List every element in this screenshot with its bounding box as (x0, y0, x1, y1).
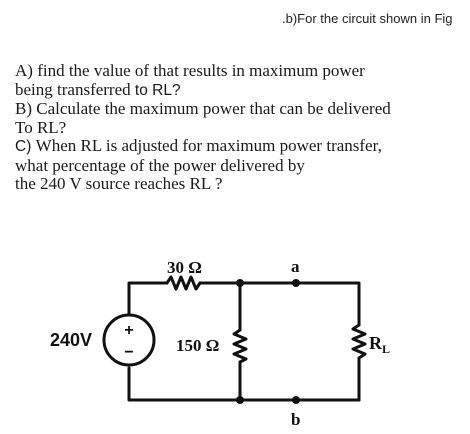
question-c-line2: what percentage of the power delivered by (15, 155, 305, 175)
node-a-label: a (291, 257, 300, 276)
resistor-30-label: 30 Ω (167, 258, 202, 277)
resistor-rl-label-main: R (369, 333, 382, 353)
source-voltage-label: 240V (50, 330, 93, 350)
wire-left-top (129, 283, 167, 313)
source-minus-sign: − (124, 344, 134, 361)
question-b-line2: To RL? (15, 117, 67, 137)
resistor-30-zigzag (167, 277, 200, 289)
question-b-line1: B) Calculate the maximum power that can be delivered (15, 99, 391, 118)
question-a-line1: A) find the value of that results in maximum power (15, 61, 365, 80)
question-a-line2-prefix: being transferred (15, 79, 135, 99)
node-top-middle-dot (236, 279, 244, 287)
resistor-150-label: 150 Ω (176, 336, 220, 355)
resistor-150-zigzag (234, 330, 246, 362)
wire-top-rail (200, 283, 359, 325)
node-b-dot (292, 396, 300, 404)
node-b-label: b (291, 410, 301, 429)
question-a-line2-sans: to RL? (134, 81, 181, 99)
resistor-rl-zigzag (353, 325, 365, 358)
resistor-rl-label-sub: L (382, 342, 391, 356)
source-plus-sign: + (124, 322, 134, 339)
question-c-line1-rest: When RL is adjusted for maximum power transfer, (35, 136, 382, 155)
question-c-prefix: C) (15, 138, 36, 155)
node-a-dot (292, 279, 300, 287)
question-c-line3: the 240 V source reaches RL ? (15, 174, 223, 193)
wire-bottom-rail (129, 368, 359, 400)
node-bottom-middle-dot (236, 396, 244, 404)
resistor-rl-label (369, 333, 390, 356)
question-header: .b)For the circuit shown in Fig (282, 11, 453, 26)
